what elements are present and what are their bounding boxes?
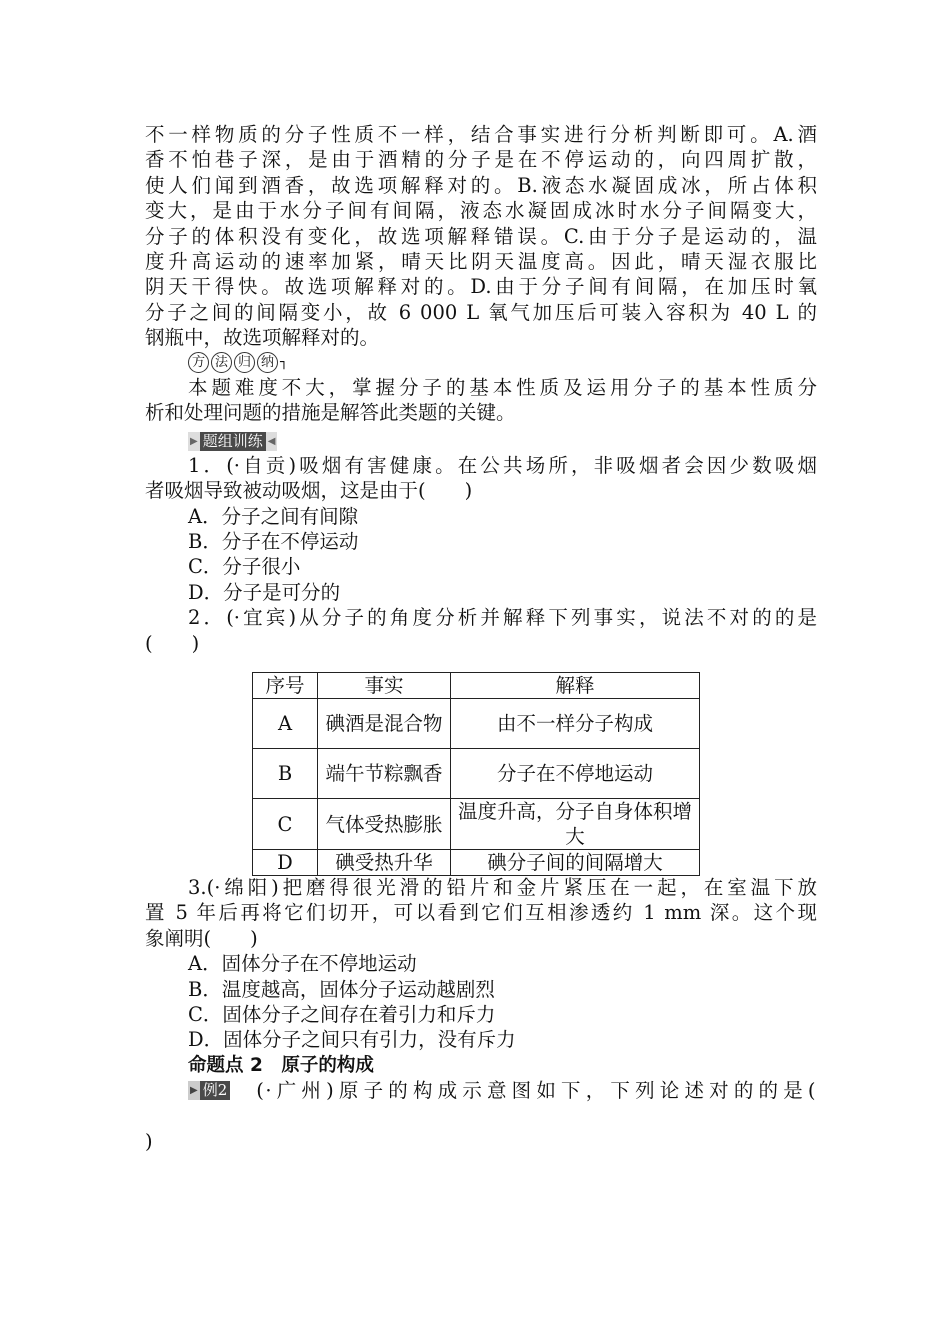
question-3 xyxy=(145,875,817,1053)
option: B．分子在不停运动 xyxy=(188,529,359,553)
table-cell: 分子在不停地运动 xyxy=(451,749,700,799)
example-close: ) xyxy=(145,1129,153,1153)
method-summary-tag xyxy=(145,351,817,375)
table-header-row xyxy=(253,673,700,699)
option: A．分子之间有间隙 xyxy=(188,504,359,528)
question-stem-line: 2．(·宜宾)从分子的角度分析并解释下列事实，说法不对的的是 xyxy=(188,606,817,630)
facts-table xyxy=(252,672,700,876)
tag-char: 方 xyxy=(188,352,209,373)
analysis-paragraph xyxy=(145,122,817,351)
text-line: 阴天干得快。故选项解释对的。D.由于分子间有间隔，在加压时氧 xyxy=(145,275,817,299)
option: D．分子是可分的 xyxy=(188,580,341,604)
table-row xyxy=(253,699,700,749)
question-stem-line: 3.(·绵阳)把磨得很光滑的铅片和金片紧压在一起，在室温下放 xyxy=(188,876,817,899)
text-line: 使人们闻到酒香，故选项解释对的。B.液态水凝固成冰，所占体积 xyxy=(145,173,817,197)
table-cell: B xyxy=(253,749,318,799)
tag-char: 归 xyxy=(234,352,255,373)
example-label: 例2 xyxy=(200,1081,231,1100)
question-1 xyxy=(145,453,817,605)
column-header: 解释 xyxy=(451,673,700,699)
question-stem-line: ( ) xyxy=(145,631,200,655)
triangle-right-icon: ▶ xyxy=(188,432,200,451)
table-cell: 由不一样分子构成 xyxy=(451,699,700,749)
table-row xyxy=(253,749,700,799)
table-cell: C xyxy=(253,799,318,850)
option: C．固体分子之间存在着引力和斥力 xyxy=(188,1002,496,1026)
table-cell: D xyxy=(253,850,318,876)
table-row xyxy=(253,799,700,850)
table-cell: 碘受热升华 xyxy=(318,850,451,876)
option: B．温度越高，固体分子运动越剧烈 xyxy=(188,977,495,1001)
example-line xyxy=(145,1078,817,1103)
question-stem-line: 1．(·自贡)吸烟有害健康。在公共场所，非吸烟者会因少数吸烟 xyxy=(188,453,817,477)
question-2 xyxy=(145,605,817,656)
column-header: 事实 xyxy=(318,673,451,699)
lower-content xyxy=(145,875,817,1154)
question-stem-line: 置 5 年后再将它们切开，可以看到它们互相渗透约 1 mm 深。这个现 xyxy=(145,901,817,925)
text-line: 析和处理问题的措施是解答此类题的关键。 xyxy=(145,400,516,424)
section-heading: 命题点 2 原子的构成 xyxy=(188,1054,374,1076)
text-line: 度升高运动的速率加紧，晴天比阴天温度高。因此，晴天湿衣服比 xyxy=(145,249,817,273)
question-stem-line: 象阐明( ) xyxy=(145,926,258,950)
table-cell: 端午节粽飘香 xyxy=(318,749,451,799)
example-text: (·广州)原子的构成示意图如下，下列论述对的的是( xyxy=(256,1079,817,1103)
table-row xyxy=(253,850,700,876)
tag-char: 法 xyxy=(211,352,232,373)
option: D．固体分子之间只有引力，没有斥力 xyxy=(188,1028,516,1052)
practice-label: 题组训练 xyxy=(200,432,266,451)
text-line: 香不怕巷子深，是由于酒精的分子是在不停运动的，向四周扩散， xyxy=(145,148,817,172)
practice-banner xyxy=(145,431,277,453)
triangle-left-icon: ◀ xyxy=(266,432,278,451)
method-paragraph xyxy=(145,375,817,426)
text-line: 本题难度不大，掌握分子的基本性质及运用分子的基本性质分 xyxy=(188,375,817,399)
option: A．固体分子在不停地运动 xyxy=(188,952,417,976)
text-line: 分子之间的间隔变小，故 6 000 L 氧气加压后可装入容积为 40 L 的 xyxy=(145,300,817,324)
table-cell: 碘分子间的间隔增大 xyxy=(451,850,700,876)
tag-hook-icon: ┐ xyxy=(280,354,288,370)
column-header: 序号 xyxy=(253,673,318,699)
table-cell: 温度升高，分子自身体积增大 xyxy=(451,799,700,850)
triangle-right-icon: ▶ xyxy=(188,1081,200,1100)
table-cell: A xyxy=(253,699,318,749)
page-content xyxy=(145,122,817,656)
tag-char: 纳 xyxy=(257,352,278,373)
table-cell: 气体受热膨胀 xyxy=(318,799,451,850)
question-stem-line: 者吸烟导致被动吸烟，这是由于( ) xyxy=(145,479,473,503)
option: C．分子很小 xyxy=(188,555,301,579)
text-line: 钢瓶中，故选项解释对的。 xyxy=(145,326,380,350)
text-line: 分子的体积没有变化，故选项解释错误。C.由于分子是运动的，温 xyxy=(145,224,817,248)
table-cell: 碘酒是混合物 xyxy=(318,699,451,749)
text-line: 变大，是由于水分子间有间隔，液态水凝固成冰时水分子间隔变大， xyxy=(145,199,817,223)
text-line: 不一样物质的分子性质不一样，结合事实进行分析判断即可。A.酒 xyxy=(145,123,817,146)
